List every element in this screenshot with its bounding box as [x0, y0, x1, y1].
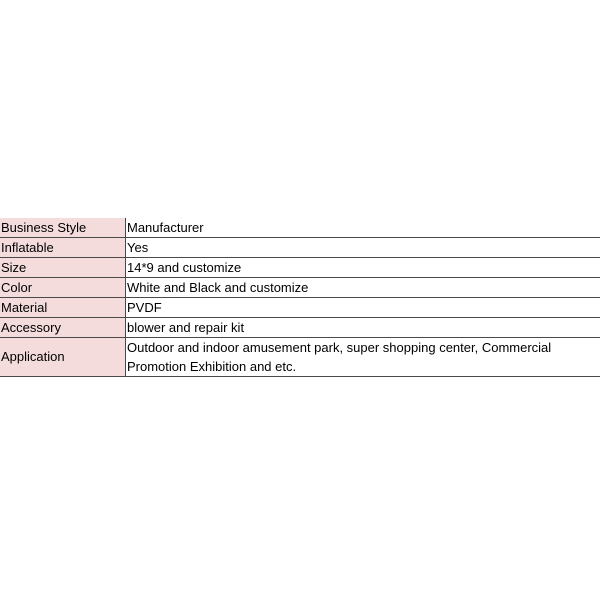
spec-label: Inflatable	[0, 238, 126, 258]
product-spec-table	[0, 218, 600, 377]
spec-row-application	[0, 338, 600, 377]
spec-row-business-style	[0, 218, 600, 238]
spec-label: Size	[0, 258, 126, 278]
spec-value: blower and repair kit	[126, 318, 600, 338]
spec-label: Application	[0, 338, 126, 377]
spec-row-size	[0, 258, 600, 278]
spec-value: Outdoor and indoor amusement park, super shopping center, Commercial Promotion Exhibition and etc.	[126, 338, 600, 377]
spec-row-material	[0, 298, 600, 318]
spec-label: Business Style	[0, 218, 126, 238]
spec-value: PVDF	[126, 298, 600, 318]
spec-label: Accessory	[0, 318, 126, 338]
spec-value: White and Black and customize	[126, 278, 600, 298]
spec-value: Manufacturer	[126, 218, 600, 238]
spec-row-inflatable	[0, 238, 600, 258]
spec-value: Yes	[126, 238, 600, 258]
spec-label: Material	[0, 298, 126, 318]
spec-row-color	[0, 278, 600, 298]
spec-value: 14*9 and customize	[126, 258, 600, 278]
spec-row-accessory	[0, 318, 600, 338]
spec-label: Color	[0, 278, 126, 298]
